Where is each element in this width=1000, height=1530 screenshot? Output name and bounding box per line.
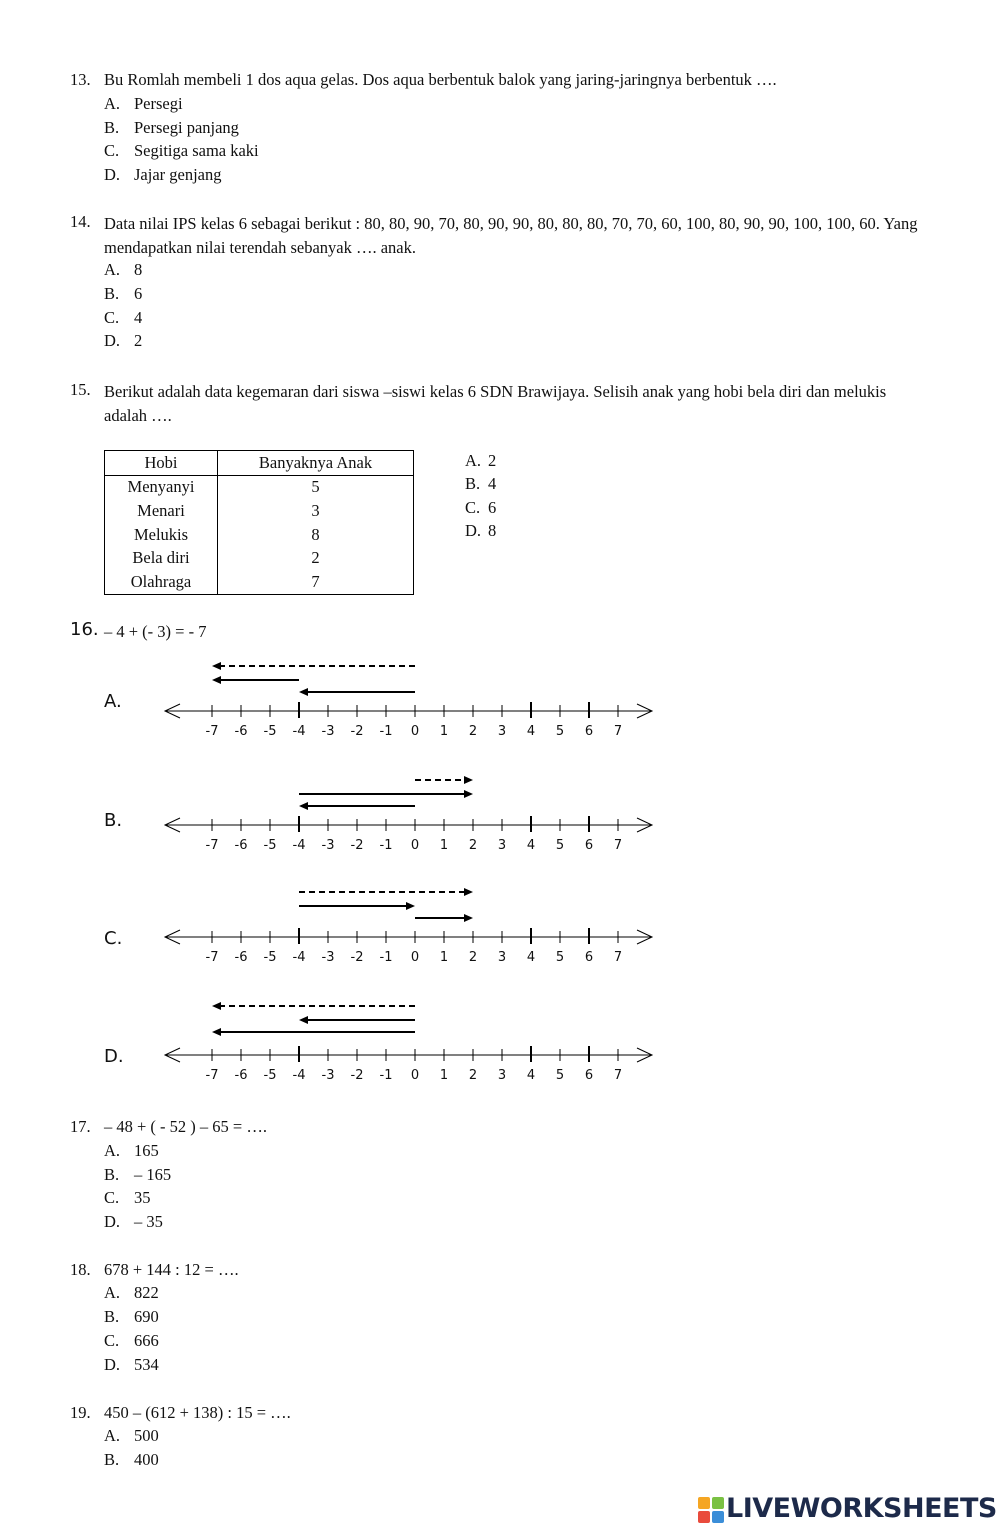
tick-label: -1 (379, 950, 393, 965)
tick-label: -6 (234, 1068, 248, 1083)
q16-option-d-label[interactable]: D. (104, 1046, 124, 1067)
tick-label: 3 (497, 950, 507, 965)
tick-label: 3 (497, 1068, 507, 1083)
q13-option-d-letter: D. (104, 165, 121, 184)
tick-label: -1 (379, 1068, 393, 1083)
tick-label: -7 (205, 724, 219, 739)
table-row (105, 499, 414, 523)
q14-option-a[interactable]: 8 (134, 260, 143, 279)
hobby-table-header-count: Banyaknya Anak (218, 451, 414, 476)
arrow-head-icon (212, 662, 221, 670)
tick-label: -3 (321, 950, 335, 965)
arrow-head-icon (406, 902, 415, 910)
q16-option-c-label[interactable]: C. (104, 928, 123, 949)
arrows-c (160, 884, 660, 926)
tick-label: 7 (613, 1068, 623, 1083)
tick-label: -3 (321, 838, 335, 853)
tick-label: 0 (410, 950, 420, 965)
q15-option-d-letter: D. (465, 521, 482, 540)
q17-option-c-letter: C. (104, 1188, 120, 1207)
q14-option-c-letter: C. (104, 308, 120, 327)
table-row (105, 570, 414, 594)
q14-number: 14. (70, 212, 91, 231)
table-cell-count: 3 (218, 499, 414, 523)
q14-text: Data nilai IPS kelas 6 sebagai berikut : 80, 80, 90, 70, 80, 90, 90, 80, 80, 80, 70, 70, 60, 100, 80, 90, 90, 100, 100, 60. Yang mendapatkan nilai terendah sebanyak …. anak. (104, 214, 918, 257)
tick-label: 4 (526, 724, 536, 739)
q17-option-d[interactable]: – 35 (134, 1212, 163, 1231)
tick-label: 6 (584, 724, 594, 739)
arrow-head-icon (212, 1002, 221, 1010)
q13-option-b[interactable]: Persegi panjang (134, 118, 239, 137)
q16-number: 16. (70, 619, 99, 640)
tick-label: -4 (292, 1068, 306, 1083)
q16-option-b-label[interactable]: B. (104, 810, 123, 831)
tick-label: 2 (468, 838, 478, 853)
q13-text: Bu Romlah membeli 1 dos aqua gelas. Dos aqua berbentuk balok yang jaring-jaringnya berbentuk …. (104, 70, 777, 89)
q14-option-b-letter: B. (104, 284, 120, 303)
table-cell-count: 8 (218, 523, 414, 547)
q15-option-d[interactable]: 8 (488, 521, 497, 540)
tick-label: 1 (439, 724, 449, 739)
q13-option-a-letter: A. (104, 94, 121, 113)
q14-option-d[interactable]: 2 (134, 331, 143, 350)
q17-option-b[interactable]: – 165 (134, 1165, 172, 1184)
tick-label: 0 (410, 724, 420, 739)
tick-label: -2 (350, 950, 364, 965)
tick-label: -3 (321, 1068, 335, 1083)
q13-option-c-letter: C. (104, 141, 120, 160)
q19-option-a-letter: A. (104, 1426, 121, 1445)
table-cell-count: 7 (218, 570, 414, 594)
tick-label: 7 (613, 724, 623, 739)
q14-option-d-letter: D. (104, 331, 121, 350)
q18-option-b[interactable]: 690 (134, 1307, 159, 1326)
tick-label: -5 (263, 724, 277, 739)
arrow-head-icon (212, 1028, 221, 1036)
q18-option-b-letter: B. (104, 1307, 120, 1326)
q18-text: 678 + 144 : 12 = …. (104, 1260, 239, 1279)
q14-option-b[interactable]: 6 (134, 284, 143, 303)
q15-option-c[interactable]: 6 (488, 498, 497, 517)
tick-label: -6 (234, 724, 248, 739)
q15-option-c-letter: C. (465, 498, 481, 517)
tick-label: -7 (205, 838, 219, 853)
q17-option-a-letter: A. (104, 1141, 121, 1160)
arrow-head-icon (464, 790, 473, 798)
table-cell-count: 5 (218, 475, 414, 499)
q15-option-a[interactable]: 2 (488, 451, 497, 470)
tick-label: 4 (526, 838, 536, 853)
q18-option-c[interactable]: 666 (134, 1331, 159, 1350)
q16-text: – 4 + (- 3) = - 7 (104, 622, 207, 641)
q13-option-c[interactable]: Segitiga sama kaki (134, 141, 259, 160)
tick-label: -3 (321, 724, 335, 739)
tick-label: 5 (555, 1068, 565, 1083)
tick-label: 2 (468, 724, 478, 739)
q17-option-b-letter: B. (104, 1165, 120, 1184)
q15-option-a-letter: A. (465, 451, 482, 470)
tick-label: 6 (584, 950, 594, 965)
tick-label: 4 (526, 1068, 536, 1083)
tick-label: -5 (263, 950, 277, 965)
q19-option-b[interactable]: 400 (134, 1450, 159, 1469)
tick-label: 1 (439, 838, 449, 853)
table-cell-hobby: Melukis (105, 523, 218, 547)
tick-label: 4 (526, 950, 536, 965)
liveworksheets-logo-icon (698, 1497, 724, 1523)
tick-label: 1 (439, 1068, 449, 1083)
q19-number: 19. (70, 1403, 91, 1422)
tick-label: -5 (263, 1068, 277, 1083)
q15-option-b[interactable]: 4 (488, 474, 497, 493)
q19-text: 450 – (612 + 138) : 15 = …. (104, 1403, 291, 1422)
tick-label: -5 (263, 838, 277, 853)
q18-option-a[interactable]: 822 (134, 1283, 159, 1302)
tick-label: 3 (497, 724, 507, 739)
q13-option-b-letter: B. (104, 118, 120, 137)
q16-option-a-label[interactable]: A. (104, 691, 122, 712)
tick-label: 6 (584, 838, 594, 853)
q18-number: 18. (70, 1260, 91, 1279)
tick-label: 5 (555, 950, 565, 965)
tick-label: 2 (468, 950, 478, 965)
q18-option-d-letter: D. (104, 1355, 121, 1374)
table-row (105, 475, 414, 499)
arrow-head-icon (299, 688, 308, 696)
table-row (105, 546, 414, 570)
q18-option-d[interactable]: 534 (134, 1355, 159, 1374)
tick-label: 5 (555, 838, 565, 853)
tick-label: -4 (292, 724, 306, 739)
q13-option-a[interactable]: Persegi (134, 94, 183, 113)
tick-label: -2 (350, 838, 364, 853)
tick-label: 6 (584, 1068, 594, 1083)
brand-text: LIVEWORKSHEETS (726, 1493, 997, 1524)
hobby-table-header-hobi: Hobi (105, 451, 218, 476)
tick-label: 3 (497, 838, 507, 853)
q17-number: 17. (70, 1117, 91, 1136)
tick-label: -6 (234, 950, 248, 965)
arrow-head-icon (464, 888, 473, 896)
q15-option-b-letter: B. (465, 474, 481, 493)
tick-label: -2 (350, 724, 364, 739)
q18-option-a-letter: A. (104, 1283, 121, 1302)
q15-text: Berikut adalah data kegemaran dari siswa –siswi kelas 6 SDN Brawijaya. Selisih anak yang hobi bela diri dan melukis adalah …. (104, 382, 887, 425)
arrow-head-icon (299, 1016, 308, 1024)
tick-label: 0 (410, 838, 420, 853)
tick-label: -7 (205, 950, 219, 965)
q14-option-c[interactable]: 4 (134, 308, 143, 327)
q13-number: 13. (70, 70, 91, 89)
arrow-head-icon (464, 776, 473, 784)
tick-label: 7 (613, 950, 623, 965)
tick-label: -4 (292, 838, 306, 853)
q14-option-a-letter: A. (104, 260, 121, 279)
q18-option-c-letter: C. (104, 1331, 120, 1350)
arrow-head-icon (299, 802, 308, 810)
q15-number: 15. (70, 380, 91, 399)
q17-option-a[interactable]: 165 (134, 1141, 159, 1160)
tick-label: 0 (410, 1068, 420, 1083)
tick-label: 2 (468, 1068, 478, 1083)
tick-label: -1 (379, 838, 393, 853)
arrows-d (160, 998, 660, 1040)
table-cell-hobby: Menari (105, 499, 218, 523)
tick-label: -2 (350, 1068, 364, 1083)
q19-option-b-letter: B. (104, 1450, 120, 1469)
tick-label: -7 (205, 1068, 219, 1083)
q13-option-d[interactable]: Jajar genjang (134, 165, 222, 184)
q17-option-c[interactable]: 35 (134, 1188, 151, 1207)
table-row (105, 523, 414, 547)
tick-label: -4 (292, 950, 306, 965)
tick-label: 1 (439, 950, 449, 965)
q19-option-a[interactable]: 500 (134, 1426, 159, 1445)
tick-label: -6 (234, 838, 248, 853)
tick-label: 5 (555, 724, 565, 739)
arrows-a (160, 658, 660, 700)
table-cell-count: 2 (218, 546, 414, 570)
tick-label: 7 (613, 838, 623, 853)
arrow-head-icon (464, 914, 473, 922)
arrow-head-icon (212, 676, 221, 684)
table-cell-hobby: Menyanyi (105, 475, 218, 499)
q17-text: – 48 + ( - 52 ) – 65 = …. (104, 1117, 267, 1136)
tick-label: -1 (379, 724, 393, 739)
q17-option-d-letter: D. (104, 1212, 121, 1231)
table-cell-hobby: Bela diri (105, 546, 218, 570)
hobby-table (104, 450, 414, 595)
table-cell-hobby: Olahraga (105, 570, 218, 594)
arrows-b (160, 772, 660, 814)
